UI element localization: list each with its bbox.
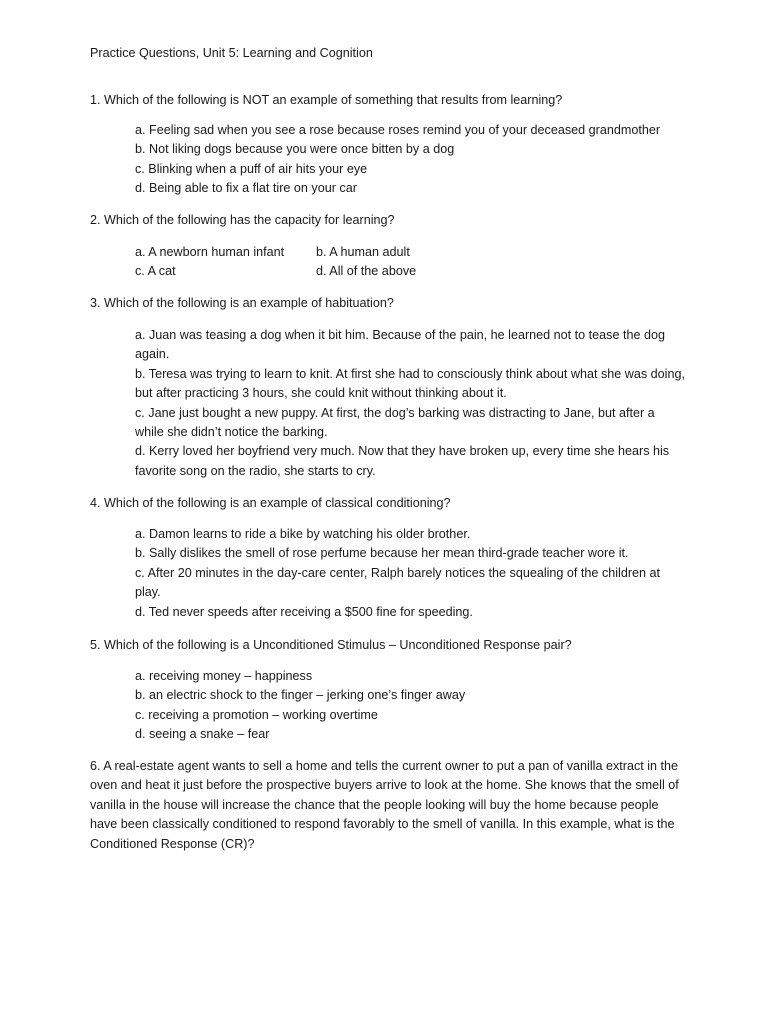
question-4-prompt: 4. Which of the following is an example of classical conditioning? [90,496,451,510]
question-5-option-c: c. receiving a promotion – working overtime [135,707,378,722]
question-4-option-a: a. Damon learns to ride a bike by watching his older brother. [135,527,471,541]
question-1-prompt: 1. Which of the following is NOT an example of something that results from learning? [90,93,563,107]
question-1-options [135,121,685,199]
question-3-option-b: b. Teresa was trying to learn to knit. At first she had to consciously think about what she was doing, but after practicing 3 hours, she could knit without thinking about it. [135,366,685,401]
question-1-option-c: c. Blinking when a puff of air hits your eye [135,161,368,176]
question-2-option-c: c. A cat [135,264,176,278]
question-2-option-d: d. All of the above [316,264,417,278]
question-3-option-c: c. Jane just bought a new puppy. At first, the dog’s barking was distracting to Jane, but after a while she didn’t notice the barking. [135,405,655,440]
question-2-option-b: b. A human adult [316,245,410,259]
question-2-prompt: 2. Which of the following has the capacity for learning? [90,213,395,227]
question-4-option-d: d. Ted never speeds after receiving a $500 fine for speeding. [135,604,473,619]
question-5-option-b: b. an electric shock to the finger – jerking one’s finger away [135,688,466,703]
question-5-option-d: d. seeing a snake – fear [135,727,270,742]
question-1-option-d: d. Being able to fix a flat tire on your car [135,181,357,196]
question-4-options [135,525,685,622]
question-1-option-b: b. Not liking dogs because you were once bitten by a dog [135,142,455,157]
question-2-options [135,243,535,283]
question-2-option-a: a. A newborn human infant [135,245,285,259]
question-3-options [135,326,685,481]
question-6-prompt: 6. A real-estate agent wants to sell a home and tells the current owner to put a pan of vanilla extract in the oven and heat it just before the prospective buyers arrive to look at the home. She knows that the smell of vanilla in the house will increase the chance that the people looking will buy the home because people have been classically conditioned to respond favorably to the smell of vanilla. In this example, what is the Conditioned Response (CR)? [90,759,679,851]
question-5-prompt: 5. Which of the following is a Unconditioned Stimulus – Unconditioned Response pair? [90,638,572,652]
page-title: Practice Questions, Unit 5: Learning and Cognition [90,46,373,60]
question-3-option-a: a. Juan was teasing a dog when it bit him. Because of the pain, he learned not to tease the dog again. [135,328,665,362]
question-5-options [135,667,685,745]
question-5-option-a: a. receiving money – happiness [135,669,313,683]
question-1-option-a: a. Feeling sad when you see a rose because roses remind you of your deceased grandmother [135,123,661,137]
question-4-option-b: b. Sally dislikes the smell of rose perfume because her mean third-grade teacher wore it. [135,546,629,561]
question-3-prompt: 3. Which of the following is an example of habituation? [90,296,394,310]
question-3-option-d: d. Kerry loved her boyfriend very much. Now that they have broken up, every time she hears his favorite song on the radio, she starts to cry. [135,444,670,478]
question-4-option-c: c. After 20 minutes in the day-care center, Ralph barely notices the squealing of the children at play. [135,565,661,600]
